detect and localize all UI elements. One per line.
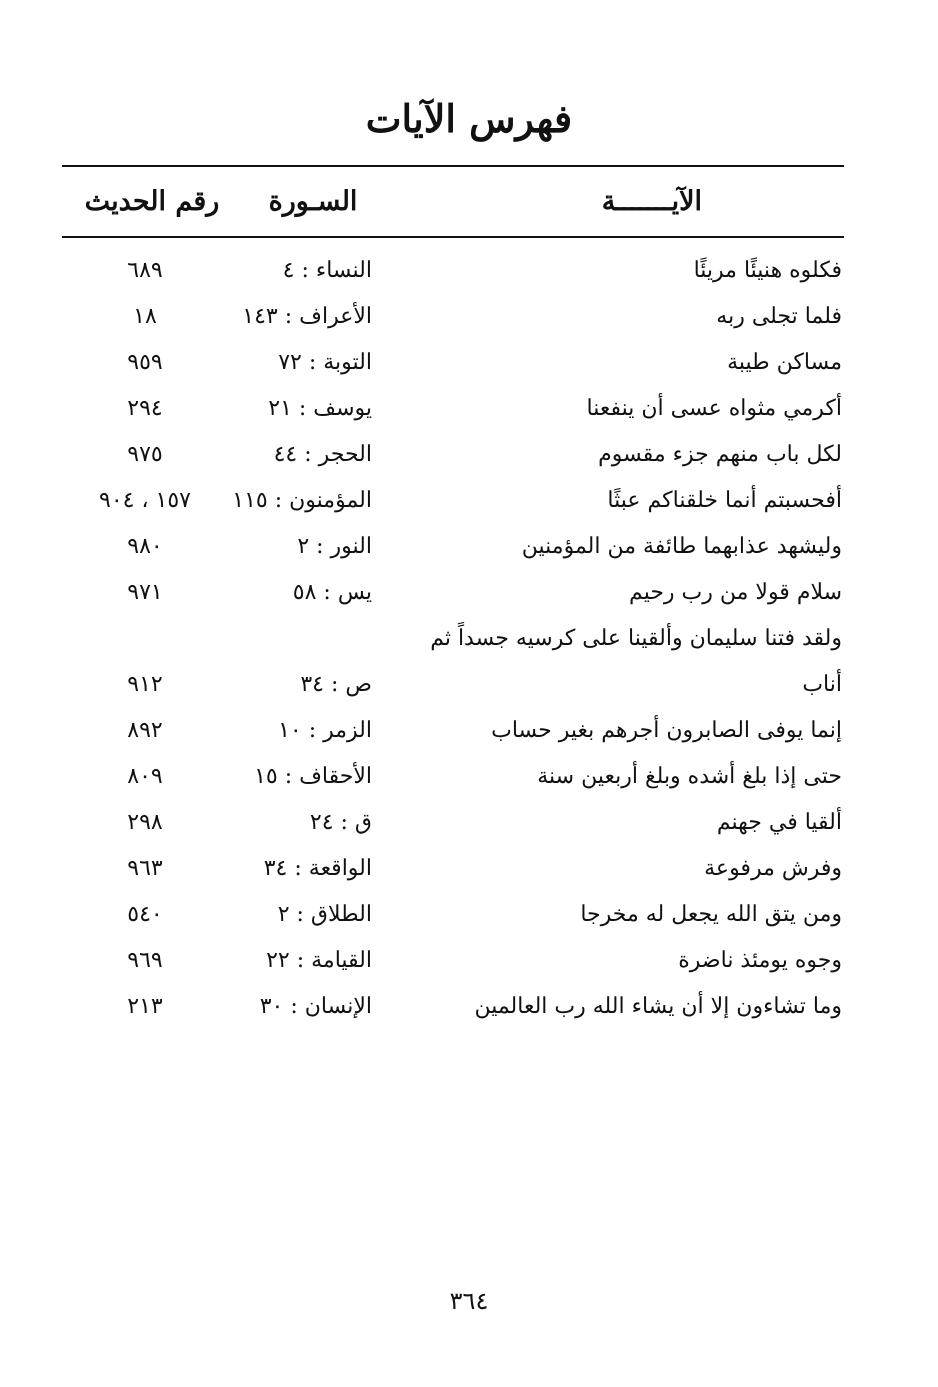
table-row bbox=[0, 572, 938, 618]
aya-text: ومن يتق الله يجعل له مخرجا bbox=[580, 902, 842, 927]
aya-text: وفرش مرفوعة bbox=[704, 856, 842, 881]
hadith-number: ٩٥٩ bbox=[127, 350, 163, 375]
sura-ref: الأحقاف : ١٥ bbox=[254, 764, 372, 789]
table-row bbox=[0, 664, 938, 710]
column-header-aya: الآيـــــــة bbox=[601, 186, 702, 217]
page-number: ٣٦٤ bbox=[449, 1287, 489, 1315]
aya-text: إنما يوفى الصابرون أجرهم بغير حساب bbox=[491, 718, 842, 743]
sura-ref: ص : ٣٤ bbox=[300, 672, 372, 697]
aya-text: فلما تجلى ربه bbox=[716, 304, 842, 329]
sura-ref: الواقعة : ٣٤ bbox=[263, 856, 372, 881]
aya-text: ألقيا في جهنم bbox=[716, 810, 842, 835]
table-row bbox=[0, 434, 938, 480]
table-row bbox=[0, 940, 938, 986]
aya-text: أناب bbox=[802, 672, 842, 697]
table-row bbox=[0, 848, 938, 894]
aya-text: أفحسبتم أنما خلقناكم عبثًا bbox=[607, 488, 842, 513]
hadith-number: ٢١٣ bbox=[127, 994, 163, 1019]
table-row bbox=[0, 894, 938, 940]
hadith-number: ٩٦٩ bbox=[127, 948, 163, 973]
aya-text: وجوه يومئذ ناضرة bbox=[678, 948, 842, 973]
sura-ref: الزمر : ١٠ bbox=[278, 718, 372, 743]
sura-ref: الأعراف : ١٤٣ bbox=[242, 304, 372, 329]
aya-text: لكل باب منهم جزء مقسوم bbox=[598, 442, 842, 467]
hadith-number: ٩١٢ bbox=[127, 672, 163, 697]
column-header-hadith: رقم الحديث bbox=[84, 186, 220, 217]
hadith-number: ٩٧٥ bbox=[127, 442, 163, 467]
hadith-number: ٩٨٠ bbox=[127, 534, 163, 559]
aya-text: مساكن طيبة bbox=[727, 350, 842, 375]
sura-ref: القيامة : ٢٢ bbox=[266, 948, 372, 973]
sura-ref: ق : ٢٤ bbox=[309, 810, 372, 835]
hadith-number: ٢٩٨ bbox=[127, 810, 163, 835]
sura-ref: يس : ٥٨ bbox=[292, 580, 372, 605]
sura-ref: المؤمنون : ١١٥ bbox=[232, 488, 372, 513]
aya-text: ولقد فتنا سليمان وألقينا على كرسيه جسداً ثم bbox=[430, 626, 842, 651]
hadith-number: ٨٠٩ bbox=[127, 764, 163, 789]
table-row bbox=[0, 526, 938, 572]
sura-ref: يوسف : ٢١ bbox=[268, 396, 372, 421]
aya-text: وما تشاءون إلا أن يشاء الله رب العالمين bbox=[474, 994, 842, 1019]
table-row bbox=[0, 480, 938, 526]
aya-text: أكرمي مثواه عسى أن ينفعنا bbox=[586, 396, 842, 421]
hadith-number: ١٨ bbox=[133, 304, 157, 329]
aya-text: وليشهد عذابهما طائفة من المؤمنين bbox=[521, 534, 842, 559]
table-row bbox=[0, 710, 938, 756]
table-row bbox=[0, 618, 938, 664]
sura-ref: الطلاق : ٢ bbox=[277, 902, 372, 927]
hadith-number: ٨٩٢ bbox=[127, 718, 163, 743]
header-top-rule bbox=[62, 165, 844, 167]
header-bottom-rule bbox=[62, 236, 844, 238]
index-table-body bbox=[0, 250, 938, 1032]
table-row bbox=[0, 756, 938, 802]
sura-ref: التوبة : ٧٢ bbox=[278, 350, 372, 375]
hadith-number: ١٥٧ ، ٩٠٤ bbox=[99, 488, 191, 513]
aya-text: فكلوه هنيئًا مريئًا bbox=[693, 258, 842, 283]
aya-text: سلام قولا من رب رحيم bbox=[629, 580, 842, 605]
column-header-sura: السـورة bbox=[268, 186, 358, 217]
table-row bbox=[0, 250, 938, 296]
hadith-number: ٥٤٠ bbox=[127, 902, 163, 927]
sura-ref: الحجر : ٤٤ bbox=[273, 442, 372, 467]
hadith-number: ٢٩٤ bbox=[127, 396, 163, 421]
table-row bbox=[0, 802, 938, 848]
page-title: فهرس الآيات bbox=[365, 96, 573, 141]
hadith-number: ٩٦٣ bbox=[127, 856, 163, 881]
sura-ref: الإنسان : ٣٠ bbox=[259, 994, 372, 1019]
table-row bbox=[0, 342, 938, 388]
hadith-number: ٦٨٩ bbox=[127, 258, 163, 283]
hadith-number: ٩٧١ bbox=[127, 580, 163, 605]
table-row bbox=[0, 986, 938, 1032]
table-row bbox=[0, 296, 938, 342]
sura-ref: النور : ٢ bbox=[297, 534, 372, 559]
sura-ref: النساء : ٤ bbox=[282, 258, 372, 283]
aya-text: حتى إذا بلغ أشده وبلغ أربعين سنة bbox=[537, 764, 842, 789]
table-row bbox=[0, 388, 938, 434]
